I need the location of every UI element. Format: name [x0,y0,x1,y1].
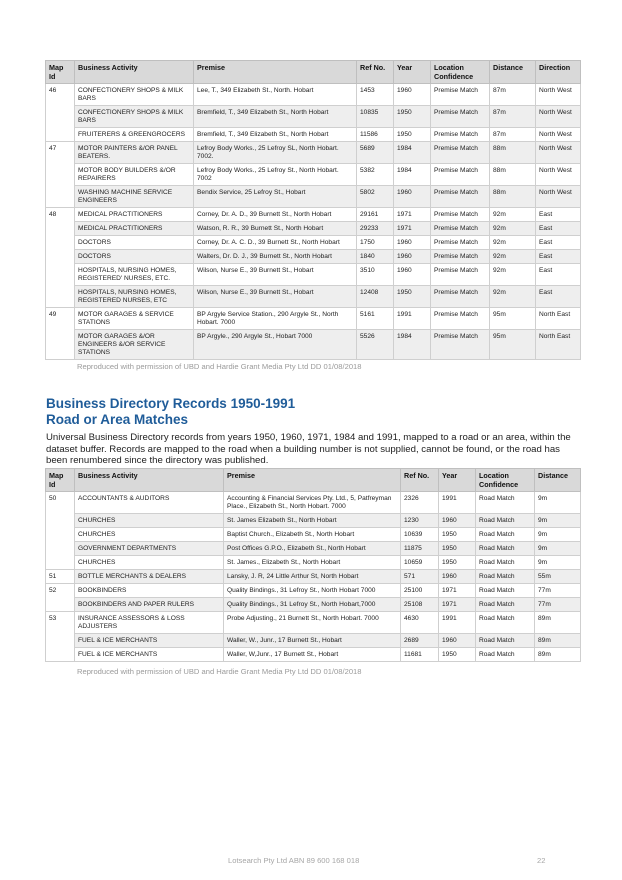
cell-location-confidence: Premise Match [431,128,490,142]
table-row [46,492,581,514]
cell-location-confidence: Road Match [476,492,535,514]
cell-ref-no: 11681 [401,648,439,662]
cell-map-id [46,286,75,308]
cell-premise: Bendix Service, 25 Lefroy St., Hobart [194,186,357,208]
cell-direction: North West [536,106,581,128]
cell-map-id [46,128,75,142]
cell-map-id [46,236,75,250]
cell-location-confidence: Premise Match [431,308,490,330]
cell-premise: Accounting & Financial Services Pty. Ltd., 5, Patfreyman Place., Elizabeth St., North Hobart. 7000 [224,492,401,514]
cell-location-confidence: Road Match [476,598,535,612]
cell-ref-no: 11875 [401,542,439,556]
cell-premise: Watson, R. R., 39 Burnett St., North Hobart [194,222,357,236]
cell-location-confidence: Road Match [476,556,535,570]
cell-location-confidence: Premise Match [431,84,490,106]
cell-distance: 55m [535,570,581,584]
cell-map-id [46,186,75,208]
cell-year: 1950 [439,542,476,556]
cell-premise: St. James Elizabeth St., North Hobart [224,514,401,528]
cell-premise: Waller, W,Junr., 17 Burnett St., Hobart [224,648,401,662]
cell-distance: 92m [490,236,536,250]
cell-business-activity: MOTOR BODY BUILDERS &/OR REPAIRERS [75,164,194,186]
cell-business-activity: HOSPITALS, NURSING HOMES, REGISTERED' NURSES, ETC. [75,264,194,286]
cell-distance: 87m [490,128,536,142]
cell-business-activity: CONFECTIONERY SHOPS & MILK BARS [75,106,194,128]
col-header-location-confidence: Location Confidence [476,469,535,492]
table-header-row [46,61,581,84]
cell-distance: 88m [490,186,536,208]
cell-year: 1950 [394,286,431,308]
table-row [46,222,581,236]
cell-direction: East [536,236,581,250]
cell-distance: 92m [490,208,536,222]
cell-direction: North West [536,142,581,164]
cell-map-id: 48 [46,208,75,222]
cell-map-id: 49 [46,308,75,330]
col-header-year: Year [394,61,431,84]
cell-ref-no: 571 [401,570,439,584]
cell-year: 1991 [439,612,476,634]
cell-premise: Baptist Church., Elizabeth St., North Hobart [224,528,401,542]
col-header-business-activity: Business Activity [75,61,194,84]
credit-note: Reproduced with permission of UBD and Hardie Grant Media Pty Ltd DD 01/08/2018 [77,362,362,371]
cell-ref-no: 10659 [401,556,439,570]
cell-premise: Bremfield, T., 349 Elizabeth St., North Hobart [194,128,357,142]
cell-distance: 87m [490,106,536,128]
cell-location-confidence: Premise Match [431,222,490,236]
cell-map-id: 47 [46,142,75,164]
col-header-map-id: Map Id [46,469,75,492]
cell-year: 1960 [439,570,476,584]
cell-map-id: 52 [46,584,75,598]
cell-distance: 9m [535,528,581,542]
cell-year: 1984 [394,330,431,360]
cell-business-activity: CHURCHES [75,528,224,542]
col-header-ref-no: Ref No. [357,61,394,84]
cell-map-id [46,250,75,264]
cell-location-confidence: Premise Match [431,142,490,164]
cell-location-confidence: Road Match [476,634,535,648]
cell-premise: Wilson, Nurse E., 39 Burnett St., Hobart [194,286,357,308]
cell-business-activity: ACCOUNTANTS & AUDITORS [75,492,224,514]
cell-direction: North West [536,84,581,106]
table-row [46,528,581,542]
col-header-direction: Direction [536,61,581,84]
cell-direction: North West [536,128,581,142]
cell-premise: Quality Bindings., 31 Lefroy St., North Hobart 7000 [224,584,401,598]
cell-premise: Corney, Dr. A. D., 39 Burnett St., North Hobart [194,208,357,222]
cell-premise: Lefroy Body Works., 25 Lefroy St., North Hobart. 7002 [194,164,357,186]
cell-business-activity: DOCTORS [75,236,194,250]
cell-ref-no: 12408 [357,286,394,308]
cell-year: 1960 [439,634,476,648]
cell-map-id: 53 [46,612,75,634]
col-header-ref-no: Ref No. [401,469,439,492]
cell-business-activity: DOCTORS [75,250,194,264]
cell-year: 1960 [394,250,431,264]
cell-year: 1971 [439,598,476,612]
table-row [46,570,581,584]
table-road-matches [45,468,581,662]
cell-year: 1991 [439,492,476,514]
cell-business-activity: WASHING MACHINE SERVICE ENGINEERS [75,186,194,208]
cell-year: 1960 [394,186,431,208]
cell-map-id [46,648,75,662]
cell-year: 1960 [394,84,431,106]
cell-map-id: 46 [46,84,75,106]
cell-map-id [46,514,75,528]
table-row [46,648,581,662]
cell-direction: East [536,250,581,264]
cell-location-confidence: Premise Match [431,208,490,222]
cell-map-id [46,634,75,648]
cell-distance: 92m [490,264,536,286]
cell-location-confidence: Premise Match [431,330,490,360]
cell-direction: East [536,222,581,236]
cell-distance: 9m [535,492,581,514]
cell-distance: 89m [535,612,581,634]
cell-ref-no: 29233 [357,222,394,236]
table-row [46,514,581,528]
cell-map-id [46,528,75,542]
cell-map-id [46,598,75,612]
section-title-line-1: Business Directory Records 1950-1991 [46,396,296,411]
cell-distance: 89m [535,648,581,662]
cell-year: 1960 [394,264,431,286]
cell-direction: East [536,286,581,308]
cell-year: 1950 [439,556,476,570]
cell-premise: Probe Adjusting., 21 Burnett St., North Hobart. 7000 [224,612,401,634]
footer-page-number: 22 [537,856,546,865]
cell-ref-no: 2689 [401,634,439,648]
cell-map-id: 51 [46,570,75,584]
cell-business-activity: INSURANCE ASSESSORS & LOSS ADJUSTERS [75,612,224,634]
cell-business-activity: FUEL & ICE MERCHANTS [75,648,224,662]
cell-premise: Lefroy Body Works., 25 Lefroy SL, North Hobart. 7002. [194,142,357,164]
cell-premise: St. James., Elizabeth St., North Hobart [224,556,401,570]
table-premise-matches [45,60,581,360]
col-header-distance: Distance [535,469,581,492]
cell-location-confidence: Road Match [476,542,535,556]
table-row [46,186,581,208]
cell-map-id [46,164,75,186]
table-row [46,286,581,308]
cell-ref-no: 5526 [357,330,394,360]
cell-location-confidence: Premise Match [431,186,490,208]
cell-business-activity: MOTOR PAINTERS &/OR PANEL BEATERS. [75,142,194,164]
cell-ref-no: 1750 [357,236,394,250]
cell-year: 1950 [439,648,476,662]
cell-location-confidence: Road Match [476,514,535,528]
cell-location-confidence: Road Match [476,648,535,662]
cell-premise: Post Offices G.P.O., Elizabeth St., North Hobart [224,542,401,556]
table-body [46,84,581,360]
cell-business-activity: CHURCHES [75,556,224,570]
cell-ref-no: 5382 [357,164,394,186]
table-row [46,308,581,330]
table-row [46,164,581,186]
cell-premise: Quality Bindings., 31 Lefroy St., North Hobart,7000 [224,598,401,612]
table-row [46,330,581,360]
cell-ref-no: 4630 [401,612,439,634]
cell-year: 1971 [394,222,431,236]
table-row [46,250,581,264]
cell-distance: 92m [490,222,536,236]
cell-map-id [46,556,75,570]
cell-premise: Wilson, Nurse E., 39 Burnett St., Hobart [194,264,357,286]
cell-premise: Walters, Dr. D. J., 39 Burnett St., North Hobart [194,250,357,264]
cell-ref-no: 5802 [357,186,394,208]
cell-map-id [46,222,75,236]
cell-location-confidence: Premise Match [431,264,490,286]
cell-business-activity: BOOKBINDERS AND PAPER RULERS [75,598,224,612]
cell-ref-no: 11586 [357,128,394,142]
cell-location-confidence: Premise Match [431,250,490,264]
cell-location-confidence: Road Match [476,584,535,598]
cell-business-activity: MOTOR GARAGES & SERVICE STATIONS [75,308,194,330]
cell-map-id [46,264,75,286]
cell-direction: East [536,264,581,286]
cell-year: 1960 [394,236,431,250]
cell-distance: 77m [535,584,581,598]
section-title [46,396,295,428]
table-row [46,208,581,222]
cell-location-confidence: Road Match [476,528,535,542]
table-row [46,128,581,142]
cell-distance: 95m [490,308,536,330]
cell-location-confidence: Road Match [476,570,535,584]
cell-distance: 9m [535,542,581,556]
section-title-line-2: Road or Area Matches [46,412,189,427]
table-row [46,634,581,648]
cell-distance: 9m [535,514,581,528]
cell-business-activity: FUEL & ICE MERCHANTS [75,634,224,648]
table-row [46,264,581,286]
cell-year: 1950 [394,128,431,142]
table-row [46,84,581,106]
cell-direction: East [536,208,581,222]
cell-map-id [46,542,75,556]
cell-location-confidence: Premise Match [431,106,490,128]
cell-premise: Lee, T., 349 Elizabeth St., North. Hobart [194,84,357,106]
cell-map-id: 50 [46,492,75,514]
cell-ref-no: 5689 [357,142,394,164]
cell-premise: BP Argyle., 290 Argyle St., Hobart 7000 [194,330,357,360]
cell-business-activity: GOVERNMENT DEPARTMENTS [75,542,224,556]
cell-ref-no: 1230 [401,514,439,528]
table-row [46,612,581,634]
cell-distance: 89m [535,634,581,648]
cell-year: 1984 [394,164,431,186]
table-header-row [46,469,581,492]
cell-business-activity: CONFECTIONERY SHOPS & MILK BARS [75,84,194,106]
section-intro: Universal Business Directory records from years 1950, 1960, 1971, 1984 and 1991, mapped to a road or an area, within the dataset buffer. Records are mapped to the road when a building number is not supplied, cannot be found, or the road has been renumbered since the directory was published. [46,432,571,466]
cell-ref-no: 2326 [401,492,439,514]
cell-direction: North West [536,186,581,208]
cell-ref-no: 1453 [357,84,394,106]
cell-ref-no: 10639 [401,528,439,542]
cell-year: 1991 [394,308,431,330]
cell-business-activity: BOTTLE MERCHANTS & DEALERS [75,570,224,584]
col-header-map-id: Map Id [46,61,75,84]
cell-map-id [46,106,75,128]
cell-location-confidence: Premise Match [431,286,490,308]
cell-distance: 88m [490,164,536,186]
cell-ref-no: 25100 [401,584,439,598]
cell-distance: 87m [490,84,536,106]
cell-business-activity: BOOKBINDERS [75,584,224,598]
cell-location-confidence: Road Match [476,612,535,634]
cell-year: 1960 [439,514,476,528]
cell-direction: North West [536,164,581,186]
cell-direction: North East [536,308,581,330]
cell-year: 1971 [439,584,476,598]
col-header-business-activity: Business Activity [75,469,224,492]
col-header-premise: Premise [194,61,357,84]
cell-distance: 9m [535,556,581,570]
cell-premise: Lansky, J. R, 24 Little Arthur St, North Hobart [224,570,401,584]
cell-year: 1971 [394,208,431,222]
cell-year: 1950 [439,528,476,542]
cell-premise: Waller, W., Junr., 17 Burnett St., Hobart [224,634,401,648]
table-row [46,598,581,612]
cell-ref-no: 25108 [401,598,439,612]
footer-company: Lotsearch Pty Ltd ABN 89 600 168 018 [228,856,360,865]
cell-distance: 92m [490,250,536,264]
cell-year: 1984 [394,142,431,164]
cell-ref-no: 1840 [357,250,394,264]
table-row [46,106,581,128]
col-header-distance: Distance [490,61,536,84]
cell-business-activity: FRUITERERS & GREENGROCERS [75,128,194,142]
cell-premise: BP Argyle Service Station., 290 Argyle St., North Hobart. 7000 [194,308,357,330]
table-body [46,492,581,662]
cell-distance: 92m [490,286,536,308]
cell-premise: Bremfield, T., 349 Elizabeth St., North Hobart [194,106,357,128]
cell-ref-no: 29161 [357,208,394,222]
cell-business-activity: MOTOR GARAGES &/OR ENGINEERS &/OR SERVICE STATIONS [75,330,194,360]
cell-premise: Corney, Dr. A. C. D., 39 Burnett St., North Hobart [194,236,357,250]
table-row [46,236,581,250]
cell-distance: 95m [490,330,536,360]
cell-distance: 88m [490,142,536,164]
cell-business-activity: HOSPITALS, NURSING HOMES, REGISTERED NURSES, ETC [75,286,194,308]
table-row [46,556,581,570]
cell-location-confidence: Premise Match [431,236,490,250]
col-header-location-confidence: Location Confidence [431,61,490,84]
cell-map-id [46,330,75,360]
col-header-year: Year [439,469,476,492]
cell-direction: North East [536,330,581,360]
cell-ref-no: 5161 [357,308,394,330]
cell-year: 1950 [394,106,431,128]
table-row [46,584,581,598]
table-row [46,542,581,556]
cell-ref-no: 10835 [357,106,394,128]
credit-note: Reproduced with permission of UBD and Hardie Grant Media Pty Ltd DD 01/08/2018 [77,667,362,676]
cell-business-activity: MEDICAL PRACTITIONERS [75,222,194,236]
table-row [46,142,581,164]
cell-business-activity: MEDICAL PRACTITIONERS [75,208,194,222]
cell-distance: 77m [535,598,581,612]
cell-location-confidence: Premise Match [431,164,490,186]
cell-business-activity: CHURCHES [75,514,224,528]
cell-ref-no: 3510 [357,264,394,286]
col-header-premise: Premise [224,469,401,492]
